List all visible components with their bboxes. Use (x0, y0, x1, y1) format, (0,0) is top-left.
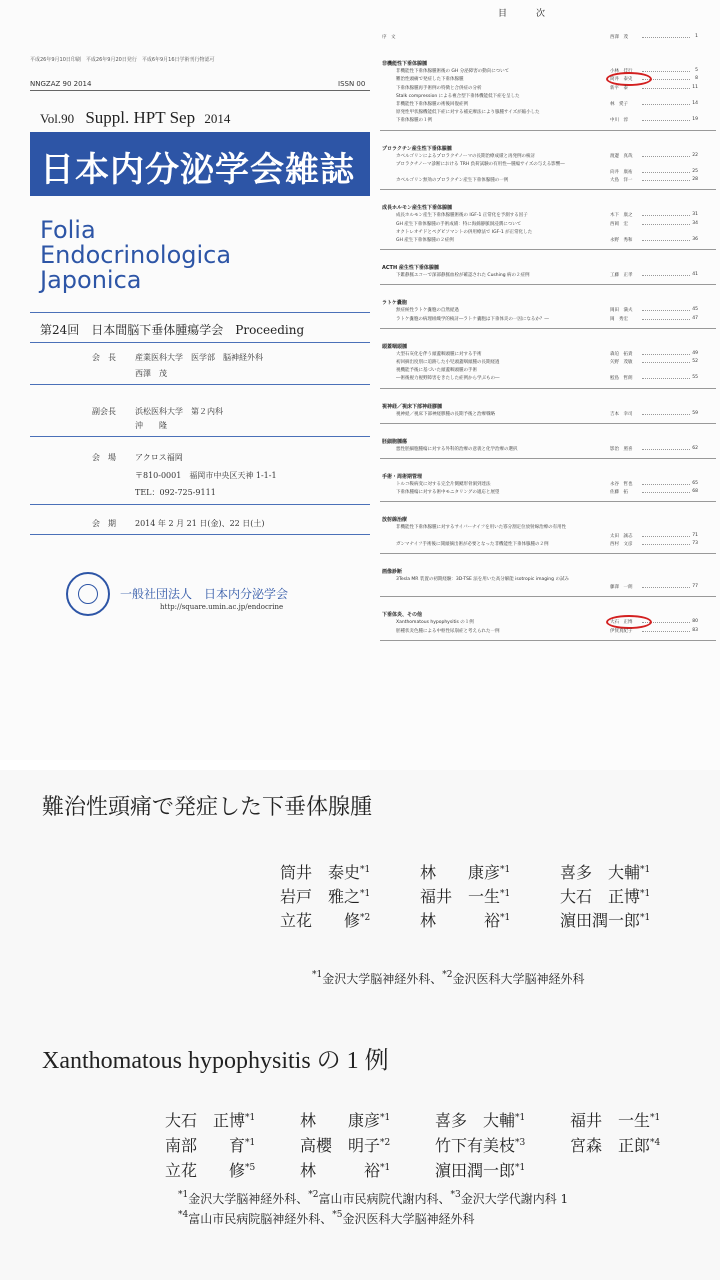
author (560, 884, 650, 907)
toc-section-heading: 放射線治療 (382, 517, 408, 524)
toc-entry-author: 西村 文彦 (610, 541, 633, 547)
toc-entry-author: 渡邊 真哉 (610, 153, 633, 159)
venue-tel: TEL：092-725-9111 (135, 488, 216, 497)
toc-entry (370, 153, 720, 161)
toc-section-rule (380, 458, 716, 459)
cover-rule (30, 342, 370, 343)
cover-vol-number: Vol.90 (40, 111, 75, 126)
author-name: 立花 修 (165, 1161, 246, 1180)
toc-entry-title: 非機能性下垂体腺腫の術後回復症例 (396, 102, 468, 107)
author-mark: *1 (640, 913, 651, 923)
toc-entry-author: 新平 泰 (610, 85, 628, 91)
society-url: http://square.umin.ac.jp/endocrine (160, 603, 284, 611)
toc-entry-page: 14 (692, 101, 698, 106)
author-name: 岩戸 雅之 (280, 887, 361, 906)
author-name: 宮森 正郎 (570, 1136, 651, 1155)
toc-leader (642, 240, 690, 241)
venue-label: 会 場 (92, 453, 116, 462)
toc-entry-author: 矢野 茂敏 (610, 360, 633, 365)
toc-entry-author: 永谷 哲也 (610, 482, 633, 487)
toc-entry-author: 小林 佳行 (610, 69, 633, 75)
author-name: 喜多 大輔 (560, 863, 641, 882)
toc-leader (642, 104, 690, 105)
toc-entry-author: 木下 康之 (610, 213, 633, 219)
toc-entry (370, 169, 720, 177)
toc-entry (370, 109, 720, 117)
vice-affil: 浜松医科大学 第２内科 (135, 407, 223, 416)
cover-print-info: 平成26年9月10日印刷 平成26年9月20日発行 平成6年9月16日学術刊行物認可 (30, 57, 215, 63)
author (560, 908, 650, 931)
author-name: 大石 正博 (165, 1111, 246, 1130)
author-mark: *5 (245, 1163, 256, 1173)
toc-entry-title: カベルゴリンによるプロラクチノーマの長期治療成績と再発例の検討 (396, 153, 536, 159)
toc-entry (370, 446, 720, 454)
toc-entry-title: 悪性胚細胞腫瘍に対する外科的治療の意義と化学治療の選択 (396, 446, 518, 452)
cover-rule (30, 436, 370, 437)
toc-entry-page: 45 (692, 307, 698, 313)
toc-entry (370, 68, 720, 76)
author-name: 筒井 泰史 (280, 863, 361, 882)
author-mark: *4 (650, 1138, 661, 1148)
toc-section-heading: 下垂体炎、その他 (382, 612, 423, 619)
affiliation-text: 金沢大学代謝内科 1 (460, 1192, 569, 1206)
author-mark: *2 (380, 1138, 391, 1148)
toc-entry-title: 下錐静脈エコーで深部静脈血栓が確認された Cushing 病の２症例 (396, 273, 530, 279)
toc-entry-author: 向井 康祐 (610, 170, 633, 175)
toc-entry-title: Stalk compression による複合型下垂体機能低下症を呈した (396, 93, 520, 99)
toc-entry (370, 628, 720, 636)
author-mark: *1 (500, 913, 511, 923)
toc-section-heading: ACTH 産生性下垂体腺腫 (382, 265, 439, 272)
toc-entry-author: 中川 淳 (610, 118, 628, 124)
toc-section-rule (380, 423, 716, 424)
author (420, 884, 510, 907)
toc-entry-title: 非機能性下垂体腺腫に対するサイバーナイフを用いた寡分割定位放射線治療の有用性 (396, 525, 567, 531)
toc-leader (642, 414, 690, 415)
toc-entry (370, 272, 720, 280)
toc-entry-page: 49 (692, 350, 698, 356)
society-name: 一般社団法人 日本内分泌学会 (120, 587, 289, 601)
toc-entry-page: 77 (692, 584, 698, 590)
toc-entry (370, 351, 720, 359)
toc-entry (370, 367, 720, 375)
toc-section-heading: 視神経／視床下部神経膠腫 (382, 403, 443, 410)
toc-section-heading: 手術・周術期管理 (382, 474, 423, 480)
toc-entry (370, 237, 720, 245)
toc-section-rule (380, 328, 716, 329)
cover-issn: ISSN 00 (338, 80, 366, 88)
author-mark: *1 (500, 889, 511, 899)
cover-volume (40, 108, 230, 128)
toc-entry-page: 34 (692, 220, 698, 226)
author (280, 860, 370, 883)
toc-entry-title: 成長ホルモン産生下垂体腺腫術後の IGF-1 正常化を予測する因子 (396, 213, 528, 219)
journal-title: 日本内分泌学会雑誌 (40, 150, 355, 190)
toc-leader (642, 275, 690, 276)
author-mark: *1 (360, 889, 371, 899)
cover-rule (30, 384, 370, 385)
toc-entry (370, 584, 720, 592)
toc-entry (370, 177, 720, 185)
latin-line-2: Endocrinologica (40, 241, 232, 269)
toc-entry-author: 藤澤 一朗 (610, 585, 633, 591)
toc-entry-author: 森迫 拓貴 (610, 351, 633, 357)
author (570, 1108, 660, 1131)
meeting-period: 2014 年 2 月 21 日(金)、22 日(土) (135, 519, 265, 528)
toc-entry-author: 西岡 宏 (610, 221, 628, 227)
author (435, 1108, 525, 1131)
table-of-contents (370, 0, 720, 770)
venue-address: 〒810-0001 福岡市中央区天神 1-1-1 (135, 471, 277, 480)
toc-entry-page: 80 (692, 619, 698, 625)
toc-entry-page: 55 (692, 375, 698, 381)
toc-entry (370, 76, 720, 84)
author (300, 1108, 390, 1131)
toc-entry-title: 視神経／視床下部神経膠腫の長期予後と治療戦略 (396, 411, 495, 417)
toc-entry-author: 岡田 満夫 (610, 308, 633, 314)
toc-entry (370, 576, 720, 584)
toc-entry (370, 307, 720, 315)
toc-entry (370, 221, 720, 229)
toc-entry-title: ラトケ嚢胞の病理組織学的検討―ラトケ嚢胞は下垂体炎の一因になるか？― (396, 316, 549, 322)
toc-entry-author: 林 愛子 (610, 102, 628, 107)
toc-section-rule (380, 596, 716, 597)
toc-entry (370, 161, 720, 169)
toc-leader (642, 378, 690, 379)
author-mark: *1 (360, 865, 371, 875)
author (165, 1158, 255, 1181)
toc-entry-title: 大型石灰化を伴う頭蓋咽頭腫に対する手術 (396, 351, 482, 357)
author-mark: *2 (360, 913, 371, 923)
toc-leader (642, 37, 690, 38)
toc-entry-author: 大石 正博 (610, 620, 633, 626)
toc-section-heading: 頭蓋咽頭腫 (382, 343, 408, 350)
toc-entry (370, 117, 720, 125)
toc-title: 目 次 (498, 9, 556, 19)
author-mark: *1 (245, 1113, 256, 1123)
author-name: 林 康彦 (420, 863, 501, 882)
toc-entry (370, 524, 720, 532)
toc-section-rule (380, 640, 716, 641)
toc-entry (370, 481, 720, 489)
author-mark: *1 (515, 1163, 526, 1173)
toc-entry (370, 533, 720, 541)
toc-entry (370, 229, 720, 237)
toc-entry-author: 工藤 正孝 (610, 273, 633, 279)
toc-section-heading: 画像診断 (382, 569, 403, 575)
latin-line-1: Folia (40, 216, 96, 244)
toc-leader (642, 310, 690, 311)
toc-entry-author: 大島 洋一 (610, 178, 633, 184)
toc-leader (642, 215, 690, 216)
cover-rule (30, 534, 370, 535)
toc-section-heading: 成長ホルモン産生性下垂体腺腫 (382, 205, 453, 212)
toc-entry-page: 62 (692, 445, 698, 451)
toc-entry-page: 25 (692, 169, 698, 174)
toc-entry-page: 71 (692, 532, 698, 538)
chair-affil: 産業医科大学 医学部 脳神経外科 (135, 353, 263, 362)
toc-entry-author: 永野 秀和 (610, 238, 633, 243)
chair-name: 西澤 茂 (135, 369, 167, 378)
toc-leader (642, 536, 690, 537)
author-name: 大石 正博 (560, 887, 641, 906)
toc-section-heading: ラトケ嚢胞 (382, 300, 407, 307)
toc-entry-page: 5 (695, 68, 698, 74)
cover-code: NNGZAZ 90 2014 (30, 80, 92, 88)
toc-leader (642, 492, 690, 493)
affiliation-text: 金沢医科大学脳神経外科 (342, 1212, 475, 1226)
toc-entry-title: 難治性頭痛で発症した下垂体腺腫 (396, 77, 464, 83)
toc-entry-author: 西澤 茂 (610, 35, 628, 40)
author-name: 竹下有美枝 (435, 1136, 516, 1155)
toc-entry-page: 28 (692, 177, 698, 183)
affiliation-mark: *2 (442, 970, 453, 980)
author-name: 喜多 大輔 (435, 1111, 516, 1130)
toc-entry-title: ―術後視力視野障害をきたした症例から学ぶもの― (396, 376, 500, 382)
author-name: 林 康彦 (300, 1111, 381, 1130)
toc-leader (642, 120, 690, 121)
author (435, 1133, 525, 1156)
affiliation-text: 金沢医科大学脳神経外科 (452, 972, 585, 986)
toc-entry-title: Xanthomatous hypophysitis の１例 (396, 620, 474, 626)
toc-entry (370, 359, 720, 367)
toc-entry-author: 筒井 泰史 (610, 77, 633, 83)
toc-entry-title: オクトレオチドとペグビソマントの併用療法で IGF-1 が正常化した (396, 229, 533, 235)
author-name: 高櫻 明子 (300, 1136, 381, 1155)
author-name: 南部 育 (165, 1136, 246, 1155)
affiliation-text: 金沢大学脳神経外科、 (322, 972, 443, 986)
toc-entry-page: 73 (692, 540, 698, 546)
cover-divider (30, 90, 370, 91)
toc-entry (370, 375, 720, 383)
cover-title-band (30, 132, 370, 196)
toc-leader (642, 362, 690, 363)
toc-entry-author: 鮫島 哲朗 (610, 376, 633, 382)
toc-entry-author: 影治 照喜 (610, 446, 633, 452)
author (165, 1133, 255, 1156)
affiliation-line (178, 1190, 568, 1207)
toc-entry-title: 下垂体腺腫再手術例の特徴と合併症の分析 (396, 85, 482, 91)
toc-entry-title: 無症候性ラトケ嚢胞の自然経過 (396, 308, 459, 314)
latin-line-3: Japonica (40, 266, 142, 294)
toc-entry-page: 19 (692, 117, 698, 123)
author-name: 福井 一生 (570, 1111, 651, 1130)
society-logo-inner (78, 584, 98, 604)
toc-entry-title: 原発性甲状腺機能低下症に対する補充療法により腺腫サイズが縮小した (396, 110, 540, 116)
toc-entry (370, 541, 720, 549)
toc-entry-title: カベルゴリン無効のプロラクチン産生下垂体腺腫の一例 (396, 178, 509, 184)
affiliation-mark: *5 (332, 1210, 343, 1220)
author (435, 1158, 525, 1181)
toc-entry-author: 伊賀真紀子 (610, 628, 633, 634)
toc-entry-page: 59 (692, 410, 698, 416)
journal-latin-title (40, 218, 231, 293)
toc-entry (370, 93, 720, 101)
toc-entry-page: 52 (692, 359, 698, 364)
author-mark: *1 (640, 865, 651, 875)
toc-leader (642, 544, 690, 545)
toc-entry-author: 太田 誠志 (610, 533, 633, 539)
author (165, 1108, 255, 1131)
toc-section-rule (380, 388, 716, 389)
cover-issue: Suppl. HPT Sep (85, 108, 196, 127)
toc-entry-title: 序 文 (382, 35, 396, 40)
toc-leader (642, 449, 690, 450)
toc-leader (642, 172, 690, 173)
article2-title: Xanthomatous hypophysitis の 1 例 (42, 1048, 389, 1074)
toc-entry-author: 岡 秀宏 (610, 316, 628, 322)
article-headers (0, 770, 720, 1280)
toc-section-rule (380, 284, 716, 285)
author-name: 立花 修 (280, 911, 361, 930)
toc-leader (642, 484, 690, 485)
author-mark: *3 (515, 1138, 526, 1148)
vice-label: 副会長 (92, 407, 116, 416)
author (300, 1133, 390, 1156)
affiliation-mark: *3 (450, 1190, 461, 1200)
cover-rule (30, 312, 370, 313)
toc-section-rule (380, 553, 716, 554)
author (300, 1158, 390, 1181)
toc-entry-title: 非機能性下垂体腺腫術後の GH 分泌障害の動向について (396, 69, 510, 75)
vice-name: 沖 隆 (135, 421, 167, 430)
article1-title: 難治性頭痛で発症した下垂体腺腫 (42, 795, 373, 820)
toc-entry-title: GH 産生下垂体腺腫の２症例 (396, 238, 454, 243)
toc-leader (642, 354, 690, 355)
toc-entry-title: プロラクチノーマ診断における TRH 負荷試験の有用性―腫瘍サイズの与える影響― (396, 161, 565, 167)
author-name: 福井 一生 (420, 887, 501, 906)
affiliation-mark: *1 (178, 1190, 189, 1200)
toc-entry-page: 41 (692, 272, 698, 278)
toc-leader (642, 631, 690, 632)
toc-leader (642, 156, 690, 157)
toc-entry-page: 47 (692, 315, 698, 321)
toc-entry (370, 85, 720, 93)
meeting-name: 第24回 日本間脳下垂体腫瘍学会 Proceeding (40, 323, 305, 337)
toc-entry-title: 視機能予後に基づいた頭蓋咽頭腫の手術 (396, 368, 477, 374)
affiliation-text: 富山市民病院代謝内科、 (318, 1192, 451, 1206)
toc-leader (642, 71, 690, 72)
affiliation-mark: *4 (178, 1210, 189, 1220)
author-name: 林 裕 (420, 911, 501, 930)
toc-entry-page: 22 (692, 152, 698, 158)
toc-leader (642, 587, 690, 588)
toc-entry (370, 489, 720, 497)
toc-section-rule (380, 189, 716, 190)
author (420, 908, 510, 931)
toc-entry-page: 36 (692, 237, 698, 242)
journal-cover (0, 0, 370, 760)
toc-entry-title: トルコ鞍病変に対する完全片側鰓形骨洞到達法 (396, 482, 491, 487)
author-name: 濵田潤一郎 (560, 911, 641, 930)
affiliation-line (312, 970, 585, 987)
toc-entry (370, 316, 720, 324)
author-name: 林 裕 (300, 1161, 381, 1180)
toc-entry-title: 下垂体腫瘍に対する術中モニタリングの適応と展望 (396, 490, 500, 496)
toc-section-heading: 胚細胞腫瘍 (382, 438, 408, 445)
author-mark: *1 (640, 889, 651, 899)
author-mark: *1 (500, 865, 511, 875)
toc-section-heading: 非機能性下垂体腺腫 (382, 61, 428, 68)
author (570, 1133, 660, 1156)
toc-entry-page: 68 (692, 489, 698, 495)
author-mark: *1 (380, 1163, 391, 1173)
author-mark: *1 (515, 1113, 526, 1123)
affiliation-mark: *1 (312, 970, 323, 980)
society-logo (66, 572, 110, 616)
toc-entry-page: 8 (695, 76, 698, 82)
toc-entry (370, 101, 720, 109)
toc-entry-author: 佐藤 拓 (610, 490, 628, 496)
author-name: 濵田潤一郎 (435, 1161, 516, 1180)
author-mark: *1 (650, 1113, 661, 1123)
toc-leader (642, 224, 690, 225)
toc-entry-page: 83 (692, 627, 698, 633)
author (560, 860, 650, 883)
toc-leader (642, 180, 690, 181)
toc-entry-page: 31 (692, 212, 698, 218)
author (280, 908, 370, 931)
toc-entry-author: 吉本 幸司 (610, 411, 633, 417)
toc-leader (642, 88, 690, 89)
toc-entry (370, 619, 720, 627)
toc-section-rule (380, 501, 716, 502)
affiliation-line (178, 1210, 475, 1227)
toc-section-rule (380, 249, 716, 250)
author-mark: *1 (380, 1113, 391, 1123)
author (280, 884, 370, 907)
toc-entry-page: 65 (692, 481, 698, 486)
toc-entry-title: GH 産生下垂体腺腫の手術成績：特に海綿静脈洞浸潤について (396, 221, 522, 227)
toc-entry (370, 212, 720, 220)
cover-year: 2014 (204, 111, 231, 126)
author (420, 860, 510, 883)
toc-entry-title: ガンマナイフ手術後に開頭摘出術が必要となった非機能性下垂体腺腫の２例 (396, 541, 549, 547)
toc-section-heading: プロラクチン産生性下垂体腺腫 (382, 145, 452, 152)
cover-rule (30, 504, 370, 505)
chair-label: 会 長 (92, 353, 116, 362)
toc-entry-page: 1 (695, 34, 698, 39)
toc-entry-page: 11 (692, 84, 698, 90)
toc-entry-title: 3Tesla MR 装置の初期経験：3D-TSE 法を用いた高分解能 isotropic imaging の試み (396, 577, 569, 582)
affiliation-mark: *2 (308, 1190, 319, 1200)
affiliation-text: 金沢大学脳神経外科、 (188, 1192, 309, 1206)
toc-entry-title: 胚種状炎色腫による中枢性尿崩症と考えられた一例 (396, 628, 500, 634)
period-label: 会 期 (92, 519, 116, 528)
affiliation-text: 富山市民病院脳神経外科、 (188, 1212, 333, 1226)
toc-leader (642, 319, 690, 320)
toc-entry (370, 411, 720, 419)
toc-entry-title: 初回摘出度別に追跡した小児頭蓋咽頭腫の長期経過 (396, 360, 500, 365)
toc-section-rule (380, 130, 716, 131)
toc-entry-title: 下垂体腺腫の１例 (396, 118, 432, 124)
toc-entry (370, 34, 720, 42)
venue-name: アクロス福岡 (135, 453, 183, 462)
author-mark: *1 (245, 1138, 256, 1148)
